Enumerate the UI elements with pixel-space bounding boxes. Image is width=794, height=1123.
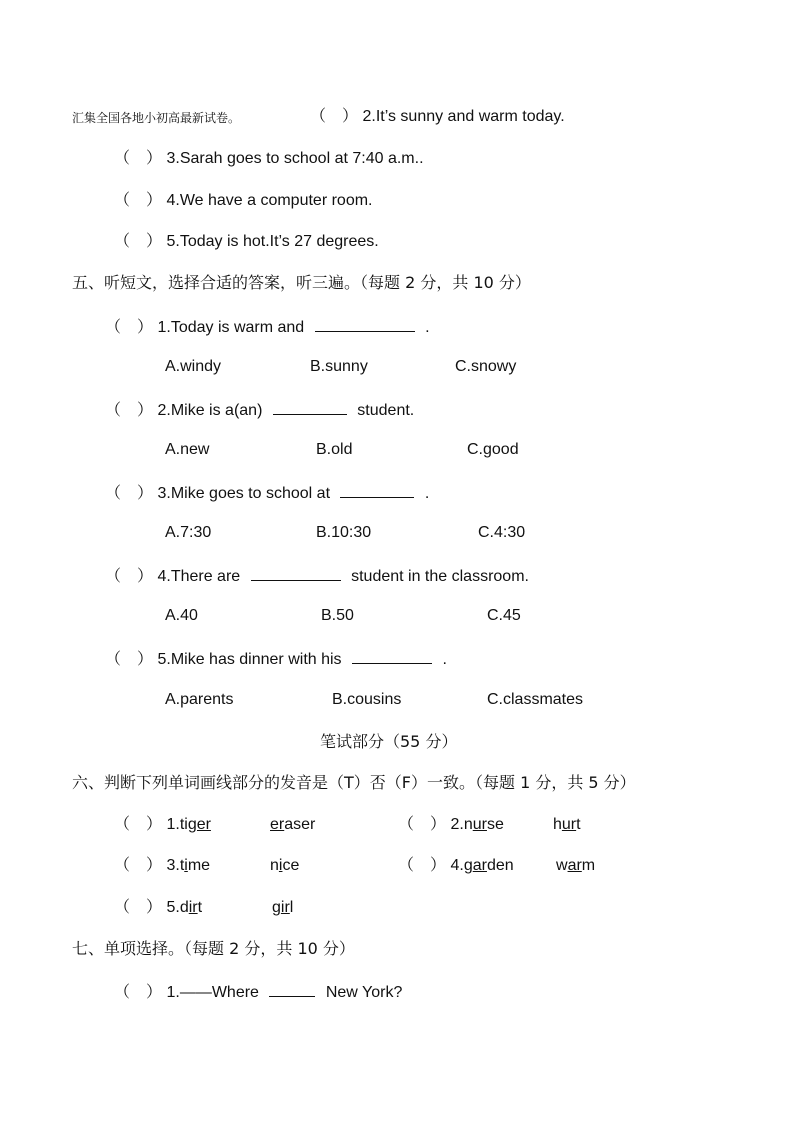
answer-paren[interactable]: （ ）	[114, 233, 163, 250]
option-a[interactable]: A.windy	[165, 358, 222, 375]
answer-blank[interactable]	[340, 482, 414, 498]
answer-paren[interactable]: （ ）	[105, 651, 154, 668]
question-text-end: student in the classroom.	[351, 568, 529, 585]
word-part: g	[463, 857, 473, 874]
underlined-sound: ur	[561, 816, 577, 833]
word-part: den	[486, 857, 514, 874]
header-line	[72, 108, 240, 128]
word-part: d	[179, 899, 189, 916]
answer-blank[interactable]	[273, 399, 347, 415]
question-text: 1.——Where	[166, 984, 259, 1001]
answer-paren[interactable]: （ ）	[114, 150, 163, 167]
part6-compare-word-3	[270, 856, 299, 876]
word-part: l	[289, 899, 294, 916]
part6-question-3	[114, 856, 210, 876]
word-part: t	[197, 899, 203, 916]
part4-item-4	[114, 191, 373, 211]
word-part: m	[581, 857, 596, 874]
answer-paren[interactable]: （ ）	[114, 192, 163, 209]
answer-paren[interactable]: （ ）	[105, 485, 154, 502]
answer-paren[interactable]: （ ）	[398, 857, 447, 874]
part6-question-1	[114, 815, 211, 835]
part6-compare-word-1	[270, 815, 315, 835]
answer-paren[interactable]: （ ）	[105, 319, 154, 336]
underlined-sound: ar	[567, 857, 582, 874]
question-number: 3.	[166, 857, 180, 874]
answer-paren[interactable]: （ ）	[310, 108, 359, 125]
question-number: 5.	[166, 899, 180, 916]
answer-blank[interactable]	[269, 981, 315, 997]
underlined-sound: ir	[280, 899, 290, 916]
answer-paren[interactable]: （ ）	[114, 899, 163, 916]
question-text: 4.There are	[157, 568, 241, 585]
word-part: g	[272, 899, 281, 916]
answer-blank[interactable]	[315, 316, 415, 332]
part4-item-2	[310, 107, 565, 127]
word-part: t	[576, 816, 581, 833]
question-number: 1.	[166, 816, 180, 833]
answer-paren[interactable]: （ ）	[398, 816, 447, 833]
part5-question-3	[105, 482, 429, 504]
answer-paren[interactable]: （ ）	[105, 402, 154, 419]
part5-question-2	[105, 399, 414, 421]
underlined-sound: er	[270, 816, 285, 833]
answer-paren[interactable]: （ ）	[114, 984, 163, 1001]
answer-blank[interactable]	[251, 565, 341, 581]
statement-text: 5.Today is hot.It’s 27 degrees.	[166, 233, 379, 250]
part7-question-1	[114, 981, 402, 1003]
underlined-sound: i	[184, 857, 188, 874]
option-c[interactable]: C.good	[467, 441, 519, 458]
option-c[interactable]: C.4:30	[478, 524, 526, 541]
option-c[interactable]: C.45	[487, 607, 521, 624]
statement-text: 3.Sarah goes to school at 7:40 a.m..	[166, 150, 424, 167]
option-a[interactable]: A.new	[165, 441, 210, 458]
question-text-end: student.	[357, 402, 415, 419]
underlined-sound: ar	[472, 857, 487, 874]
word-part: me	[187, 857, 211, 874]
part6-question-4	[398, 856, 514, 876]
question-text-end: .	[442, 651, 447, 668]
question-number: 2.	[450, 816, 464, 833]
question-text-end: .	[424, 485, 430, 502]
question-text: 2.Mike is a(an)	[157, 402, 263, 419]
question-number: 4.	[450, 857, 464, 874]
part6-question-2	[398, 815, 504, 835]
option-b[interactable]: B.10:30	[316, 524, 372, 541]
written-section-title: 笔试部分（55 分）	[320, 732, 458, 751]
question-text: 1.Today is warm and	[157, 319, 305, 336]
option-b[interactable]: B.sunny	[310, 358, 368, 375]
option-b[interactable]: B.cousins	[332, 691, 402, 708]
statement-text: 4.We have a computer room.	[166, 192, 373, 209]
word-part: w	[556, 857, 568, 874]
underlined-sound: ur	[472, 816, 487, 833]
underlined-sound: ir	[188, 899, 198, 916]
answer-paren[interactable]: （ ）	[105, 568, 154, 585]
part4-item-3	[114, 149, 424, 169]
part4-item-5	[114, 232, 379, 252]
word-part: t	[179, 857, 185, 874]
part6-question-5	[114, 898, 202, 918]
part6-compare-word-4	[556, 856, 595, 876]
word-part: aser	[284, 816, 316, 833]
question-text: 3.Mike goes to school at	[157, 485, 331, 502]
answer-paren[interactable]: （ ）	[114, 857, 163, 874]
option-a[interactable]: A.40	[165, 607, 198, 624]
part5-heading: 五、听短文，选择合适的答案，听三遍。（每题 2 分，共 10 分）	[72, 273, 531, 292]
answer-blank[interactable]	[352, 648, 432, 664]
part6-heading: 六、判断下列单词画线部分的发音是（T）否（F）一致。（每题 1 分，共 5 分）	[72, 773, 636, 792]
part6-compare-word-2	[553, 815, 581, 835]
option-b[interactable]: B.50	[321, 607, 354, 624]
option-b[interactable]: B.old	[316, 441, 353, 458]
answer-paren[interactable]: （ ）	[114, 816, 163, 833]
option-c[interactable]: C.snowy	[455, 358, 517, 375]
word-part: se	[486, 816, 504, 833]
question-text-end: New York?	[325, 984, 403, 1001]
word-part: h	[553, 816, 562, 833]
word-part: n	[463, 816, 473, 833]
option-c[interactable]: C.classmates	[487, 691, 584, 708]
statement-text: 2.It’s sunny and warm today.	[362, 108, 565, 125]
part5-question-1	[105, 316, 430, 338]
word-part: n	[270, 857, 279, 874]
question-text: 5.Mike has dinner with his	[157, 651, 342, 668]
word-part: ce	[282, 857, 300, 874]
part6-compare-word-5	[272, 898, 293, 918]
header-note: 汇集全国各地小初高最新试卷。	[72, 111, 241, 125]
part7-heading: 七、单项选择。（每题 2 分，共 10 分）	[72, 939, 355, 958]
question-text-end: .	[425, 319, 430, 336]
option-a[interactable]: A.7:30	[165, 524, 212, 541]
part5-question-4	[105, 565, 529, 587]
option-a[interactable]: A.parents	[165, 691, 234, 708]
part5-question-5	[105, 648, 447, 670]
word-part: ti	[179, 816, 188, 833]
underlined-sound: i	[278, 857, 283, 874]
underlined-sound: ger	[187, 816, 211, 833]
